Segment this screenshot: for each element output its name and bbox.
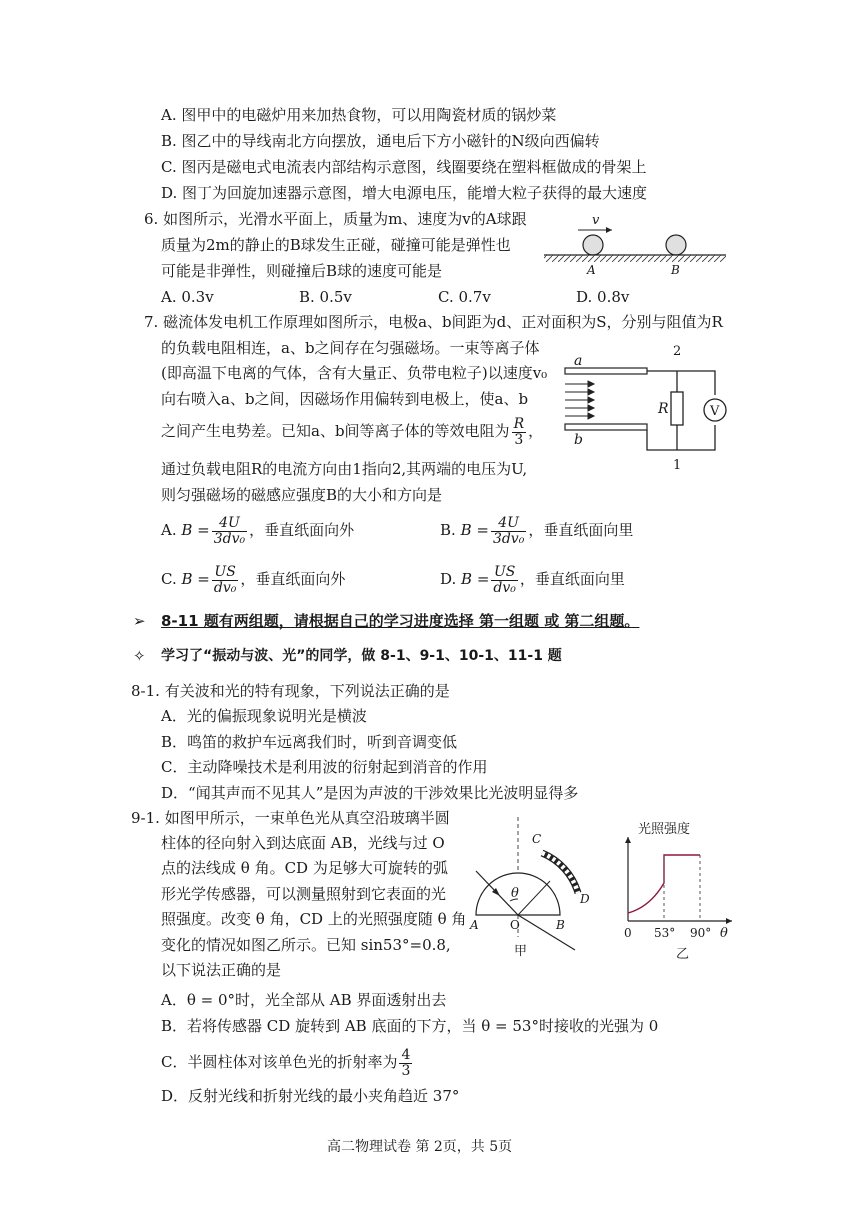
- refractive-index-fraction: [399, 1048, 412, 1079]
- q6-stem-line3: 可能是非弹性，则碰撞后B球的速度可能是: [161, 262, 443, 280]
- figure-yi-caption: 乙: [676, 947, 690, 962]
- fraction-numerator: 4U: [212, 516, 247, 532]
- ground-hatch: [544, 255, 726, 262]
- q8-1-option-a: A．光的偏振现象说明光是横波: [161, 707, 367, 725]
- tick-0: 0: [624, 926, 632, 940]
- fraction-numerator: US: [212, 565, 238, 581]
- q6-label-a: A: [587, 263, 596, 277]
- q7-stem-line4: 向右喷入a、b之间，因磁场作用偏转到电极上，使a、b: [161, 390, 529, 408]
- q9-1-stem-line4: 形光学传感器，可以测量照射到它表面的光: [161, 885, 447, 903]
- q9-1-stem-line5: 照强度。改变 θ 角，CD 上的光照强度随 θ 角: [161, 910, 467, 928]
- option-text: C．半圆柱体对该单色光的折射率为: [161, 1053, 398, 1071]
- group-marker: ✧: [133, 647, 146, 665]
- option-direction: ，垂直纸面向里: [519, 570, 625, 588]
- q7-stem-line3: (即高温下电离的气体，含有大量正、负带电粒子)以速度v₀: [161, 364, 548, 382]
- q7-stem-line5-end: ，: [528, 422, 544, 440]
- option-fraction: [491, 516, 526, 547]
- q7-mhd-generator-figure: [560, 340, 740, 475]
- fraction-numerator: R: [513, 415, 525, 432]
- q6-option-c: C. 0.7v: [438, 288, 491, 306]
- page-footer: 高二物理试卷 第 2页，共 5页: [327, 1139, 513, 1155]
- label-a: A: [470, 918, 479, 932]
- q9-1-figure-yi: [620, 815, 740, 965]
- label-a: a: [574, 353, 583, 369]
- q9-1-option-d: D．反射光线和折射光线的最小夹角趋近 37°: [161, 1087, 460, 1105]
- q7-stem-line5: [161, 416, 543, 448]
- ball-b: [666, 235, 686, 255]
- section-marker: ➢: [133, 612, 146, 630]
- q6-option-d: D. 0.8v: [576, 288, 630, 306]
- q7-stem-line6: 通过负载电阻R的电流方向由1指向2,其两端的电压为U,: [161, 460, 528, 478]
- label-o: O: [510, 918, 520, 932]
- option-direction: ，垂直纸面向外: [249, 521, 355, 539]
- q9-1-stem-line6: 变化的情况如图乙所示。已知 sin53°=0.8,: [161, 936, 451, 954]
- q6-option-b: B. 0.5v: [299, 288, 352, 306]
- figure-jia-caption: 甲: [514, 944, 528, 959]
- option-direction: ，垂直纸面向里: [528, 521, 634, 539]
- group-instruction: 学习了“振动与波、光”的同学，做 8-1、9-1、10-1、11-1 题: [161, 648, 562, 664]
- q6-stem-line1: 6. 如图所示，光滑水平面上，质量为m、速度为v的A球跟: [144, 210, 527, 228]
- q7-stem-line2: 的负载电阻相连，a、b之间存在匀强磁场。一束等离子体: [161, 339, 540, 357]
- terminal-1-label: 1: [673, 458, 682, 473]
- option-lhs: B =: [181, 521, 210, 539]
- q7-stem-line7: 则匀强磁场的磁感应强度B的大小和方向是: [161, 486, 443, 504]
- x-axis-label: θ: [720, 926, 728, 941]
- theta-label: θ: [511, 886, 519, 901]
- label-d: D: [580, 892, 590, 906]
- q9-1-stem-line3: 点的法线成 θ 角。CD 为足够大可旋转的弧: [161, 859, 448, 877]
- q7-option-c: [161, 561, 345, 597]
- q9-1-stem-line2: 柱体的径向射入到达底面 AB，光线与过 O: [161, 834, 445, 852]
- q7-stem-line1: 7. 磁流体发电机工作原理如图所示，电极a、b间距为d、正对面积为S，分别与阻值为R: [144, 313, 723, 331]
- tick-53: 53°: [654, 926, 676, 940]
- fraction-numerator: US: [491, 565, 517, 581]
- label-c: C: [532, 832, 542, 846]
- q5-option-d: D. 图丁为回旋加速器示意图，增大电源电压，能增大粒子获得的最大速度: [161, 184, 648, 202]
- q9-1-stem-line1: 9-1. 如图甲所示，一束单色光从真空沿玻璃半圆: [131, 809, 450, 827]
- option-fraction: [491, 565, 517, 596]
- fraction-denominator: dv₀: [213, 579, 237, 596]
- ball-a: [583, 235, 603, 255]
- option-lhs: B =: [461, 570, 490, 588]
- option-letter: D.: [440, 570, 457, 588]
- option-fraction: [212, 565, 238, 596]
- q8-1-option-d: D．“闻其声而不见其人”是因为声波的干涉效果比光波明显得多: [161, 784, 579, 802]
- option-lhs: B =: [460, 521, 489, 539]
- q5-option-a: A. 图甲中的电磁炉用来加热食物，可以用陶瓷材质的锅炒菜: [161, 106, 557, 124]
- fraction-denominator: 3: [401, 1062, 411, 1079]
- fraction-denominator: 3: [514, 431, 524, 448]
- resistor-r: [671, 392, 683, 425]
- q8-1-option-b: B．鸣笛的救护车远离我们时，听到音调变低: [161, 733, 458, 751]
- q6-stem-line2: 质量为2m的静止的B球发生正碰，碰撞可能是弹性也: [161, 236, 511, 254]
- label-b: B: [556, 918, 565, 932]
- figure-yi-ylabel: 光照强度: [638, 822, 691, 837]
- q6-label-b: B: [671, 263, 680, 277]
- option-fraction: [212, 516, 247, 547]
- q5-option-c: C. 图丙是磁电式电流表内部结构示意图，线圈要绕在塑料框做成的骨架上: [161, 158, 647, 176]
- option-direction: ，垂直纸面向外: [240, 570, 346, 588]
- q7-stem-line5-text: 之间产生电势差。已知a、b间等离子体的等效电阻为: [161, 422, 510, 440]
- voltmeter-label: V: [710, 404, 720, 419]
- q7-equivalent-resistance-fraction: [512, 417, 527, 448]
- fraction-numerator: 4: [401, 1046, 411, 1063]
- q8-1-option-c: C．主动降噪技术是利用波的衍射起到消音的作用: [161, 758, 488, 776]
- q6-collision-figure: [540, 208, 740, 278]
- q6-option-a: A. 0.3v: [161, 288, 214, 306]
- option-letter: A.: [161, 521, 177, 539]
- fraction-denominator: dv₀: [493, 579, 516, 596]
- tick-90: 90°: [690, 926, 712, 940]
- section-instruction: 8-11 题有两组题，请根据自己的学习进度选择 第一组题 或 第二组题。: [161, 612, 640, 630]
- q9-1-option-c: [161, 1044, 414, 1080]
- terminal-2-label: 2: [673, 344, 682, 359]
- label-r: R: [658, 401, 669, 417]
- q9-1-figure-jia: [470, 815, 620, 960]
- fraction-denominator: 3dv₀: [213, 530, 246, 547]
- q9-1-option-a: A．θ = 0°时，光全部从 AB 界面透射出去: [161, 991, 447, 1009]
- q7-option-b: [440, 512, 633, 548]
- q9-1-option-b: B．若将传感器 CD 旋转到 AB 底面的下方，当 θ = 53°时接收的光强为 0: [161, 1017, 659, 1035]
- q9-1-stem-line7: 以下说法正确的是: [161, 961, 282, 979]
- fraction-denominator: 3dv₀: [492, 530, 525, 547]
- option-letter: C.: [161, 570, 177, 588]
- q7-option-a: [161, 512, 354, 548]
- fraction-numerator: 4U: [491, 516, 526, 532]
- q8-1-stem: 8-1. 有关波和光的特有现象，下列说法正确的是: [131, 682, 450, 700]
- label-b: b: [574, 432, 583, 448]
- q6-velocity-label: v: [592, 213, 600, 228]
- q5-option-b: B. 图乙中的导线南北方向摆放，通电后下方小磁针的N级向西偏转: [161, 132, 600, 150]
- option-letter: B.: [440, 521, 456, 539]
- electrode-b: [565, 424, 647, 430]
- plasma-arrows: [565, 381, 594, 419]
- option-lhs: B =: [181, 570, 210, 588]
- q7-option-d: [440, 561, 625, 597]
